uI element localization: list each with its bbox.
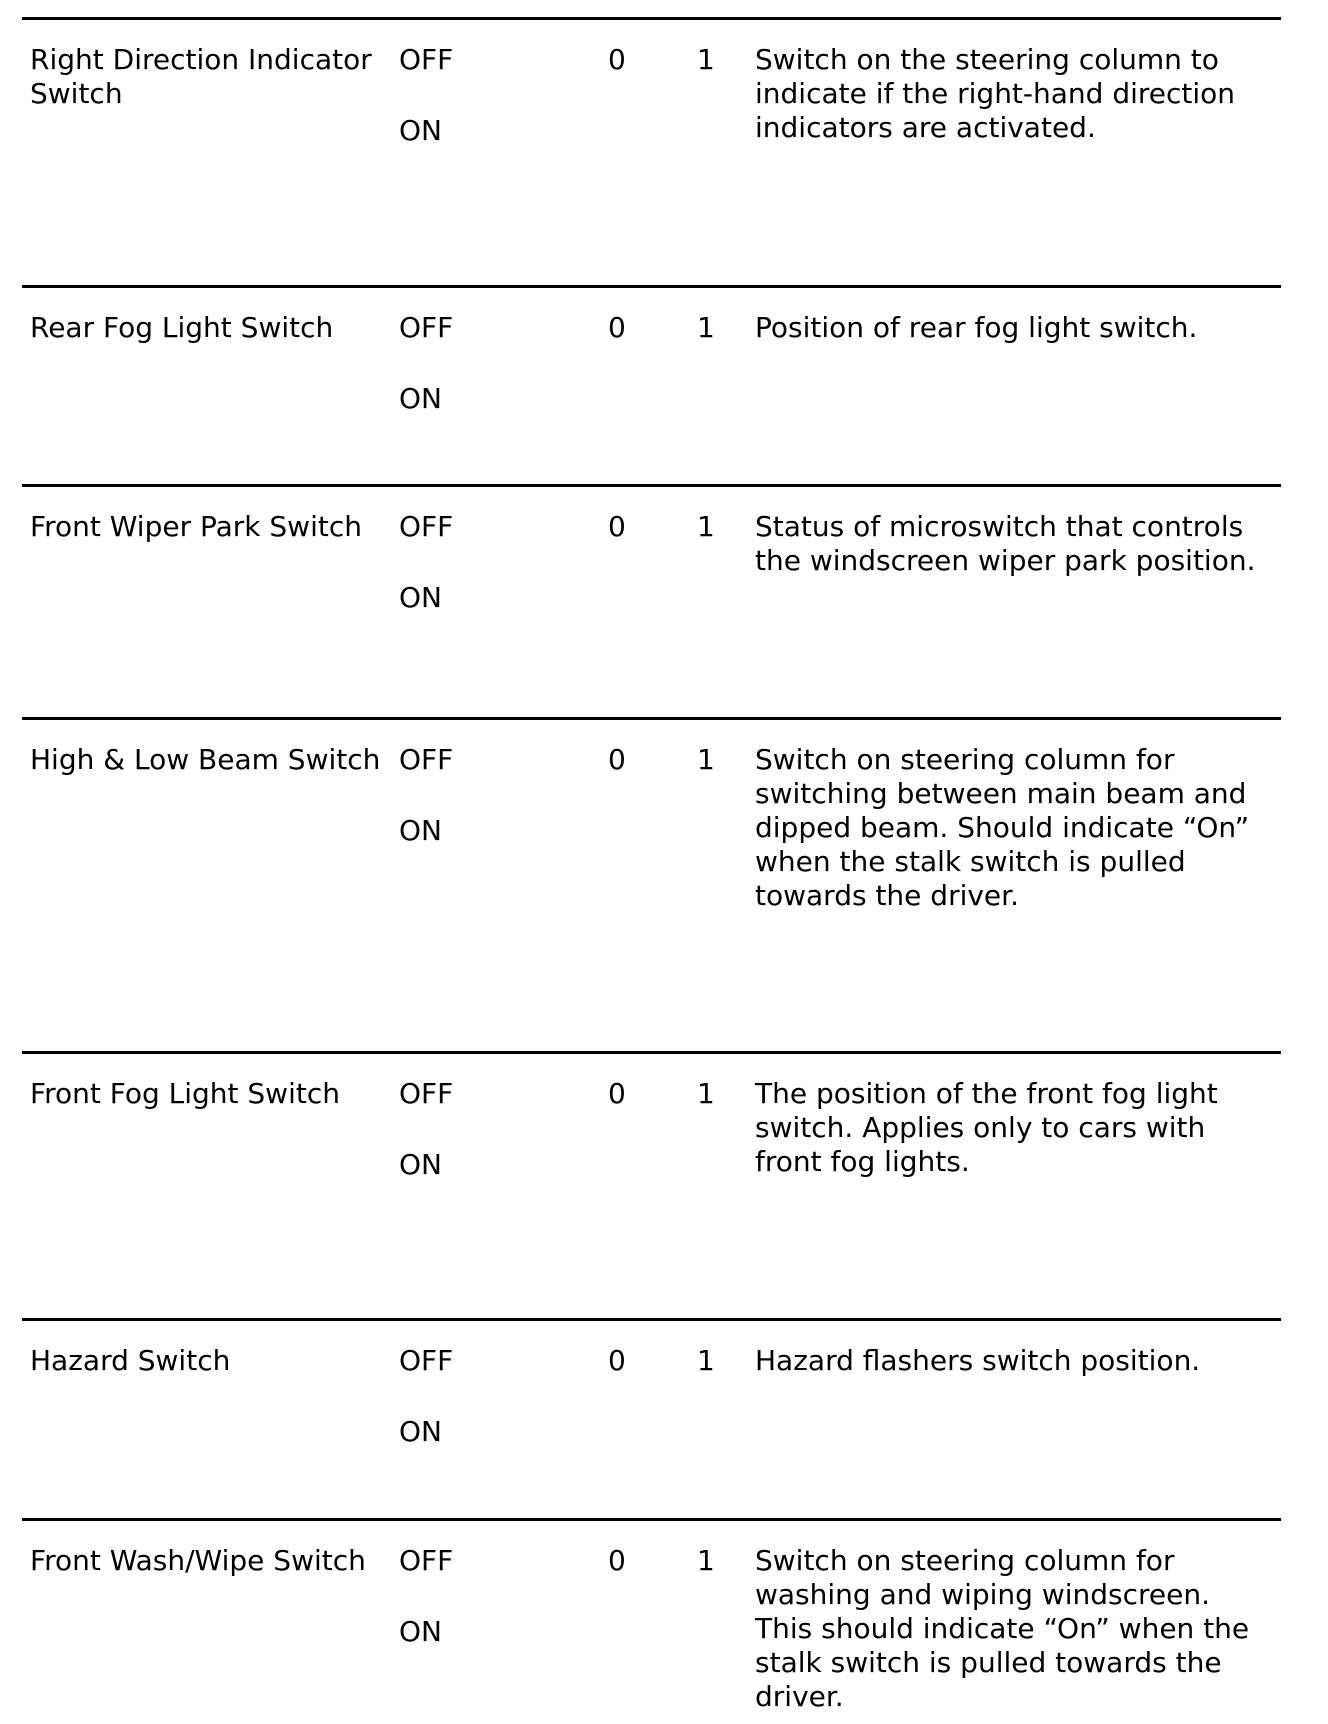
switch-description: Status of microswitch that controls the windscreen wiper park position. (755, 510, 1256, 577)
switch-states (399, 1077, 453, 1182)
switch-states (399, 743, 453, 848)
switch-description: Hazard flashers switch position. (755, 1344, 1201, 1377)
table-row (22, 717, 1281, 912)
switch-name: Front Wash/Wipe Switch (30, 1544, 366, 1577)
switch-description: The position of the front fog light switch. Applies only to cars with front fog lights. (755, 1077, 1218, 1178)
state-on: ON (399, 1415, 442, 1448)
table-row (22, 484, 1281, 614)
table-row (22, 1318, 1281, 1448)
min-value: 0 (608, 510, 626, 543)
max-value: 1 (697, 743, 715, 776)
switch-states (399, 510, 453, 615)
switch-states (399, 1544, 453, 1649)
state-on: ON (399, 1615, 442, 1648)
switch-states (399, 311, 453, 416)
switch-description: Position of rear fog light switch. (755, 311, 1198, 344)
state-off: OFF (399, 1077, 454, 1110)
switch-name: Right Direction Indicator Switch (30, 43, 372, 110)
table-row (22, 17, 1281, 147)
state-on: ON (399, 814, 442, 847)
state-off: OFF (399, 1344, 454, 1377)
max-value: 1 (697, 311, 715, 344)
switch-description: Switch on steering column for washing and wiping windscreen. This should indicate “On” when the stalk switch is pulled towards the driver. (755, 1544, 1250, 1713)
min-value: 0 (608, 1077, 626, 1110)
switch-description: Switch on steering column for switching between main beam and dipped beam. Should indicate “On” when the stalk switch is pulled towards the driver. (755, 743, 1250, 912)
min-value: 0 (608, 1344, 626, 1377)
state-off: OFF (399, 510, 454, 543)
state-off: OFF (399, 743, 454, 776)
state-on: ON (399, 1148, 442, 1181)
max-value: 1 (697, 1544, 715, 1577)
state-off: OFF (399, 43, 454, 76)
max-value: 1 (697, 510, 715, 543)
min-value: 0 (608, 311, 626, 344)
switch-name: Hazard Switch (30, 1344, 231, 1377)
switch-name: High & Low Beam Switch (30, 743, 381, 776)
switch-name: Front Fog Light Switch (30, 1077, 340, 1110)
max-value: 1 (697, 1077, 715, 1110)
min-value: 0 (608, 43, 626, 76)
table-row (22, 1051, 1281, 1181)
switch-description: Switch on the steering column to indicate if the right-hand direction indicators are activated. (755, 43, 1236, 144)
switch-states (399, 43, 453, 148)
switch-name: Front Wiper Park Switch (30, 510, 362, 543)
max-value: 1 (697, 1344, 715, 1377)
table-row (22, 285, 1281, 415)
table-row (22, 1518, 1281, 1713)
switch-name: Rear Fog Light Switch (30, 311, 334, 344)
switch-states (399, 1344, 453, 1449)
max-value: 1 (697, 43, 715, 76)
state-on: ON (399, 114, 442, 147)
state-on: ON (399, 581, 442, 614)
state-off: OFF (399, 1544, 454, 1577)
state-on: ON (399, 382, 442, 415)
min-value: 0 (608, 1544, 626, 1577)
min-value: 0 (608, 743, 626, 776)
state-off: OFF (399, 311, 454, 344)
